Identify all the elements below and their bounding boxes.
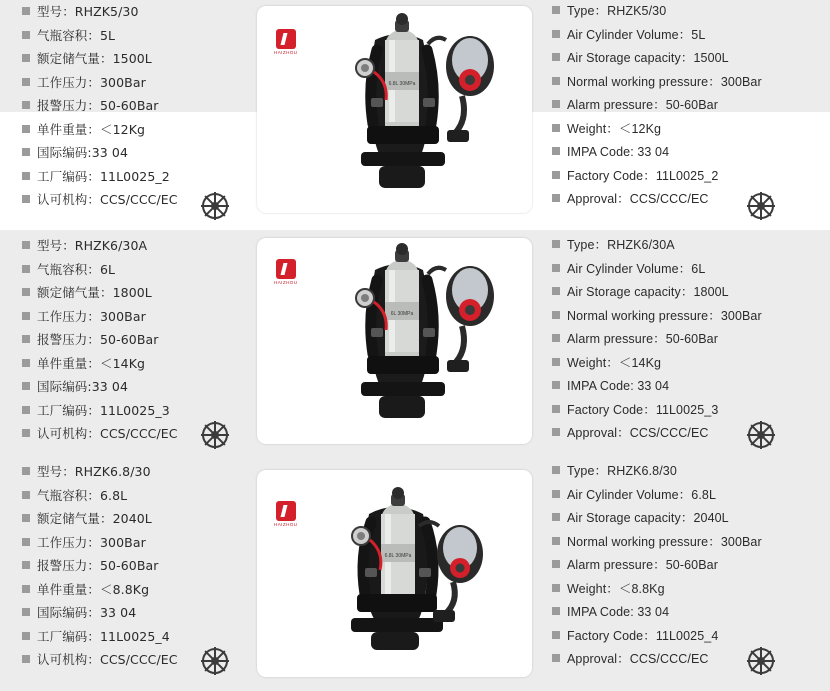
bullet-icon <box>22 655 30 663</box>
spec-text: 气瓶容积：6L <box>37 261 116 277</box>
spec-row <box>552 24 822 48</box>
spec-text: Normal working pressure：300Bar <box>567 308 762 323</box>
bullet-icon <box>552 358 560 366</box>
spec-text: Air Storage capacity：2040L <box>567 511 729 525</box>
bullet-icon <box>552 584 560 592</box>
spec-row <box>22 399 257 423</box>
spec-text: IMPA Code: 33 04 <box>567 379 670 393</box>
bullet-icon <box>22 195 30 203</box>
spec-text: 工作压力：300Bar <box>37 534 146 550</box>
spec-row <box>22 484 257 508</box>
spec-row <box>552 507 822 531</box>
spec-text: Air Cylinder Volume：6L <box>567 261 706 276</box>
spec-row <box>552 328 822 352</box>
spec-row <box>552 281 822 305</box>
spec-row <box>552 118 822 142</box>
compass-watermark-icon <box>202 422 228 448</box>
bullet-icon <box>552 537 560 545</box>
bullet-icon <box>22 312 30 320</box>
bullet-icon <box>552 607 560 615</box>
product-block-1 <box>0 0 830 230</box>
spec-text: 额定储气量：2040L <box>37 511 152 526</box>
spec-row <box>22 531 257 555</box>
spec-row <box>552 554 822 578</box>
spec-row <box>22 24 257 48</box>
spec-text: 报警压力：50-60Bar <box>37 98 159 113</box>
spec-text: 型号：RHZK6.8/30 <box>37 464 151 479</box>
spec-text: IMPA Code: 33 04 <box>567 605 670 619</box>
spec-text: Approval：CCS/CCC/EC <box>567 426 709 440</box>
compass-watermark-icon <box>748 648 774 674</box>
spec-text: 型号：RHZK5/30 <box>37 4 139 19</box>
bullet-icon <box>22 608 30 616</box>
flame-logo-icon <box>276 259 296 279</box>
bullet-icon <box>22 265 30 273</box>
spec-row <box>22 141 257 165</box>
spec-text: 国际编码:33 04 <box>37 379 128 394</box>
bullet-icon <box>22 288 30 296</box>
spec-text: 工厂编码：11L0025_3 <box>37 402 170 418</box>
bullet-icon <box>552 100 560 108</box>
spec-row <box>22 47 257 71</box>
bullet-icon <box>22 125 30 133</box>
bullet-icon <box>22 538 30 546</box>
svg-text:6L 30MPa: 6L 30MPa <box>390 311 414 317</box>
bullet-icon <box>22 241 30 249</box>
spec-row <box>22 0 257 24</box>
bullet-icon <box>552 381 560 389</box>
bullet-icon <box>552 147 560 155</box>
brand-wordmark: HAIZHOU <box>274 280 298 285</box>
spec-text: 工厂编码：11L0025_2 <box>37 168 170 184</box>
spec-text: Factory Code：11L0025_4 <box>567 628 719 643</box>
spec-text: 单件重量：＜14Kg <box>37 355 146 371</box>
product-block-2 <box>0 230 830 458</box>
bullet-icon <box>552 631 560 639</box>
spec-text: 额定储气量：1800L <box>37 285 152 300</box>
spec-row <box>552 141 822 165</box>
spec-text: IMPA Code: 33 04 <box>567 145 670 159</box>
spec-row <box>552 188 822 212</box>
bullet-icon <box>552 513 560 521</box>
spec-row <box>552 305 822 329</box>
spec-row <box>552 375 822 399</box>
bullet-icon <box>552 405 560 413</box>
bullet-icon <box>552 334 560 342</box>
spec-row <box>22 328 257 352</box>
spec-list-english-2 <box>552 234 822 446</box>
svg-text:6.8L 30MPa: 6.8L 30MPa <box>388 81 416 87</box>
brand-logo-2 <box>273 258 315 288</box>
brand-logo-1 <box>273 28 315 58</box>
brand-wordmark: HAIZHOU <box>274 50 298 55</box>
spec-list-chinese-3 <box>22 460 257 672</box>
spec-row <box>22 165 257 189</box>
spec-text: Type：RHZK6/30A <box>567 238 675 252</box>
bullet-icon <box>552 654 560 662</box>
spec-text: 国际编码:33 04 <box>37 145 128 160</box>
spec-row <box>22 578 257 602</box>
brand-logo-3 <box>273 500 315 530</box>
spec-row <box>552 47 822 71</box>
spec-text: Type：RHZK5/30 <box>567 4 667 18</box>
bullet-icon <box>552 264 560 272</box>
spec-text: 工厂编码：11L0025_4 <box>37 628 170 644</box>
product-photo-card-2 <box>257 238 532 444</box>
spec-text: 报警压力：50-60Bar <box>37 332 159 347</box>
spec-text: Normal working pressure：300Bar <box>567 534 762 549</box>
spec-text: Air Storage capacity：1800L <box>567 285 729 299</box>
spec-list-english-3 <box>552 460 822 672</box>
compass-watermark-icon <box>748 422 774 448</box>
spec-row <box>22 507 257 531</box>
bullet-icon <box>552 194 560 202</box>
spec-row <box>22 554 257 578</box>
spec-row <box>552 71 822 95</box>
spec-text: 气瓶容积：6.8L <box>37 487 128 503</box>
spec-row <box>22 281 257 305</box>
spec-row <box>22 118 257 142</box>
spec-text: 单件重量：＜8.8Kg <box>37 581 150 597</box>
bullet-icon <box>552 124 560 132</box>
bullet-icon <box>22 514 30 522</box>
flame-logo-icon <box>276 501 296 521</box>
product-photo-card-3 <box>257 470 532 677</box>
bullet-icon <box>552 490 560 498</box>
spec-text: 型号：RHZK6/30A <box>37 238 148 253</box>
spec-row <box>552 352 822 376</box>
spec-row <box>22 71 257 95</box>
bullet-icon <box>22 585 30 593</box>
bullet-icon <box>22 54 30 62</box>
scba-illustration-3 <box>257 470 532 677</box>
spec-text: 国际编码：33 04 <box>37 605 137 620</box>
bullet-icon <box>552 287 560 295</box>
spec-text: 额定储气量：1500L <box>37 51 152 66</box>
scba-illustration-1 <box>257 6 532 213</box>
spec-row <box>22 258 257 282</box>
bullet-icon <box>22 467 30 475</box>
bullet-icon <box>22 31 30 39</box>
spec-text: Air Storage capacity：1500L <box>567 51 729 65</box>
spec-text: Air Cylinder Volume：5L <box>567 27 706 42</box>
spec-text: 单件重量：＜12Kg <box>37 121 146 137</box>
spec-text: 工作压力：300Bar <box>37 308 146 324</box>
spec-row <box>552 578 822 602</box>
spec-text: Weight：＜12Kg <box>567 121 662 136</box>
flame-logo-icon <box>276 29 296 49</box>
bullet-icon <box>22 382 30 390</box>
bullet-icon <box>552 466 560 474</box>
bullet-icon <box>22 632 30 640</box>
spec-row <box>552 94 822 118</box>
bullet-icon <box>552 240 560 248</box>
bullet-icon <box>22 561 30 569</box>
spec-row <box>552 484 822 508</box>
bullet-icon <box>22 148 30 156</box>
spec-row <box>552 460 822 484</box>
bullet-icon <box>552 560 560 568</box>
bullet-icon <box>552 30 560 38</box>
spec-row <box>552 648 822 672</box>
brand-wordmark: HAIZHOU <box>274 522 298 527</box>
spec-text: Approval：CCS/CCC/EC <box>567 652 709 666</box>
bullet-icon <box>552 311 560 319</box>
spec-text: 认可机构：CCS/CCC/EC <box>37 426 178 441</box>
spec-text: Factory Code：11L0025_3 <box>567 402 719 417</box>
spec-row <box>22 460 257 484</box>
bullet-icon <box>552 171 560 179</box>
spec-row <box>22 375 257 399</box>
spec-row <box>22 94 257 118</box>
bullet-icon <box>22 359 30 367</box>
spec-row <box>552 258 822 282</box>
spec-text: Air Cylinder Volume：6.8L <box>567 487 716 502</box>
bullet-icon <box>22 335 30 343</box>
spec-text: 认可机构：CCS/CCC/EC <box>37 652 178 667</box>
spec-text: Alarm pressure：50-60Bar <box>567 98 718 112</box>
spec-list-chinese-1 <box>22 0 257 212</box>
spec-text: 报警压力：50-60Bar <box>37 558 159 573</box>
spec-row <box>22 601 257 625</box>
compass-watermark-icon <box>202 648 228 674</box>
bullet-icon <box>22 78 30 86</box>
bullet-icon <box>22 406 30 414</box>
bullet-icon <box>552 77 560 85</box>
spec-text: 认可机构：CCS/CCC/EC <box>37 192 178 207</box>
spec-row <box>22 625 257 649</box>
spec-text: Alarm pressure：50-60Bar <box>567 332 718 346</box>
spec-text: 工作压力：300Bar <box>37 74 146 90</box>
compass-watermark-icon <box>202 193 228 219</box>
spec-row <box>22 352 257 376</box>
product-photo-card-1 <box>257 6 532 213</box>
spec-list-english-1 <box>552 0 822 212</box>
spec-row <box>552 165 822 189</box>
bullet-icon <box>552 6 560 14</box>
spec-row <box>552 0 822 24</box>
spec-text: 气瓶容积：5L <box>37 27 116 43</box>
spec-row <box>552 422 822 446</box>
spec-text: Weight：＜8.8Kg <box>567 581 665 596</box>
spec-row <box>552 531 822 555</box>
spec-text: Alarm pressure：50-60Bar <box>567 558 718 572</box>
bullet-icon <box>552 53 560 61</box>
svg-text:6.8L 30MPa: 6.8L 30MPa <box>384 553 412 559</box>
bullet-icon <box>552 428 560 436</box>
bullet-icon <box>22 429 30 437</box>
spec-text: Approval：CCS/CCC/EC <box>567 192 709 206</box>
spec-row <box>552 399 822 423</box>
compass-watermark-icon <box>748 193 774 219</box>
spec-list-chinese-2 <box>22 234 257 446</box>
spec-text: Normal working pressure：300Bar <box>567 74 762 89</box>
spec-row <box>22 305 257 329</box>
spec-text: Factory Code：11L0025_2 <box>567 168 719 183</box>
spec-row <box>552 234 822 258</box>
spec-text: Type：RHZK6.8/30 <box>567 464 677 478</box>
spec-text: Weight：＜14Kg <box>567 355 662 370</box>
product-block-3 <box>0 458 830 691</box>
bullet-icon <box>22 7 30 15</box>
spec-row <box>552 625 822 649</box>
spec-row <box>22 234 257 258</box>
scba-illustration-2 <box>257 238 532 444</box>
spec-row <box>552 601 822 625</box>
bullet-icon <box>22 172 30 180</box>
bullet-icon <box>22 491 30 499</box>
bullet-icon <box>22 101 30 109</box>
